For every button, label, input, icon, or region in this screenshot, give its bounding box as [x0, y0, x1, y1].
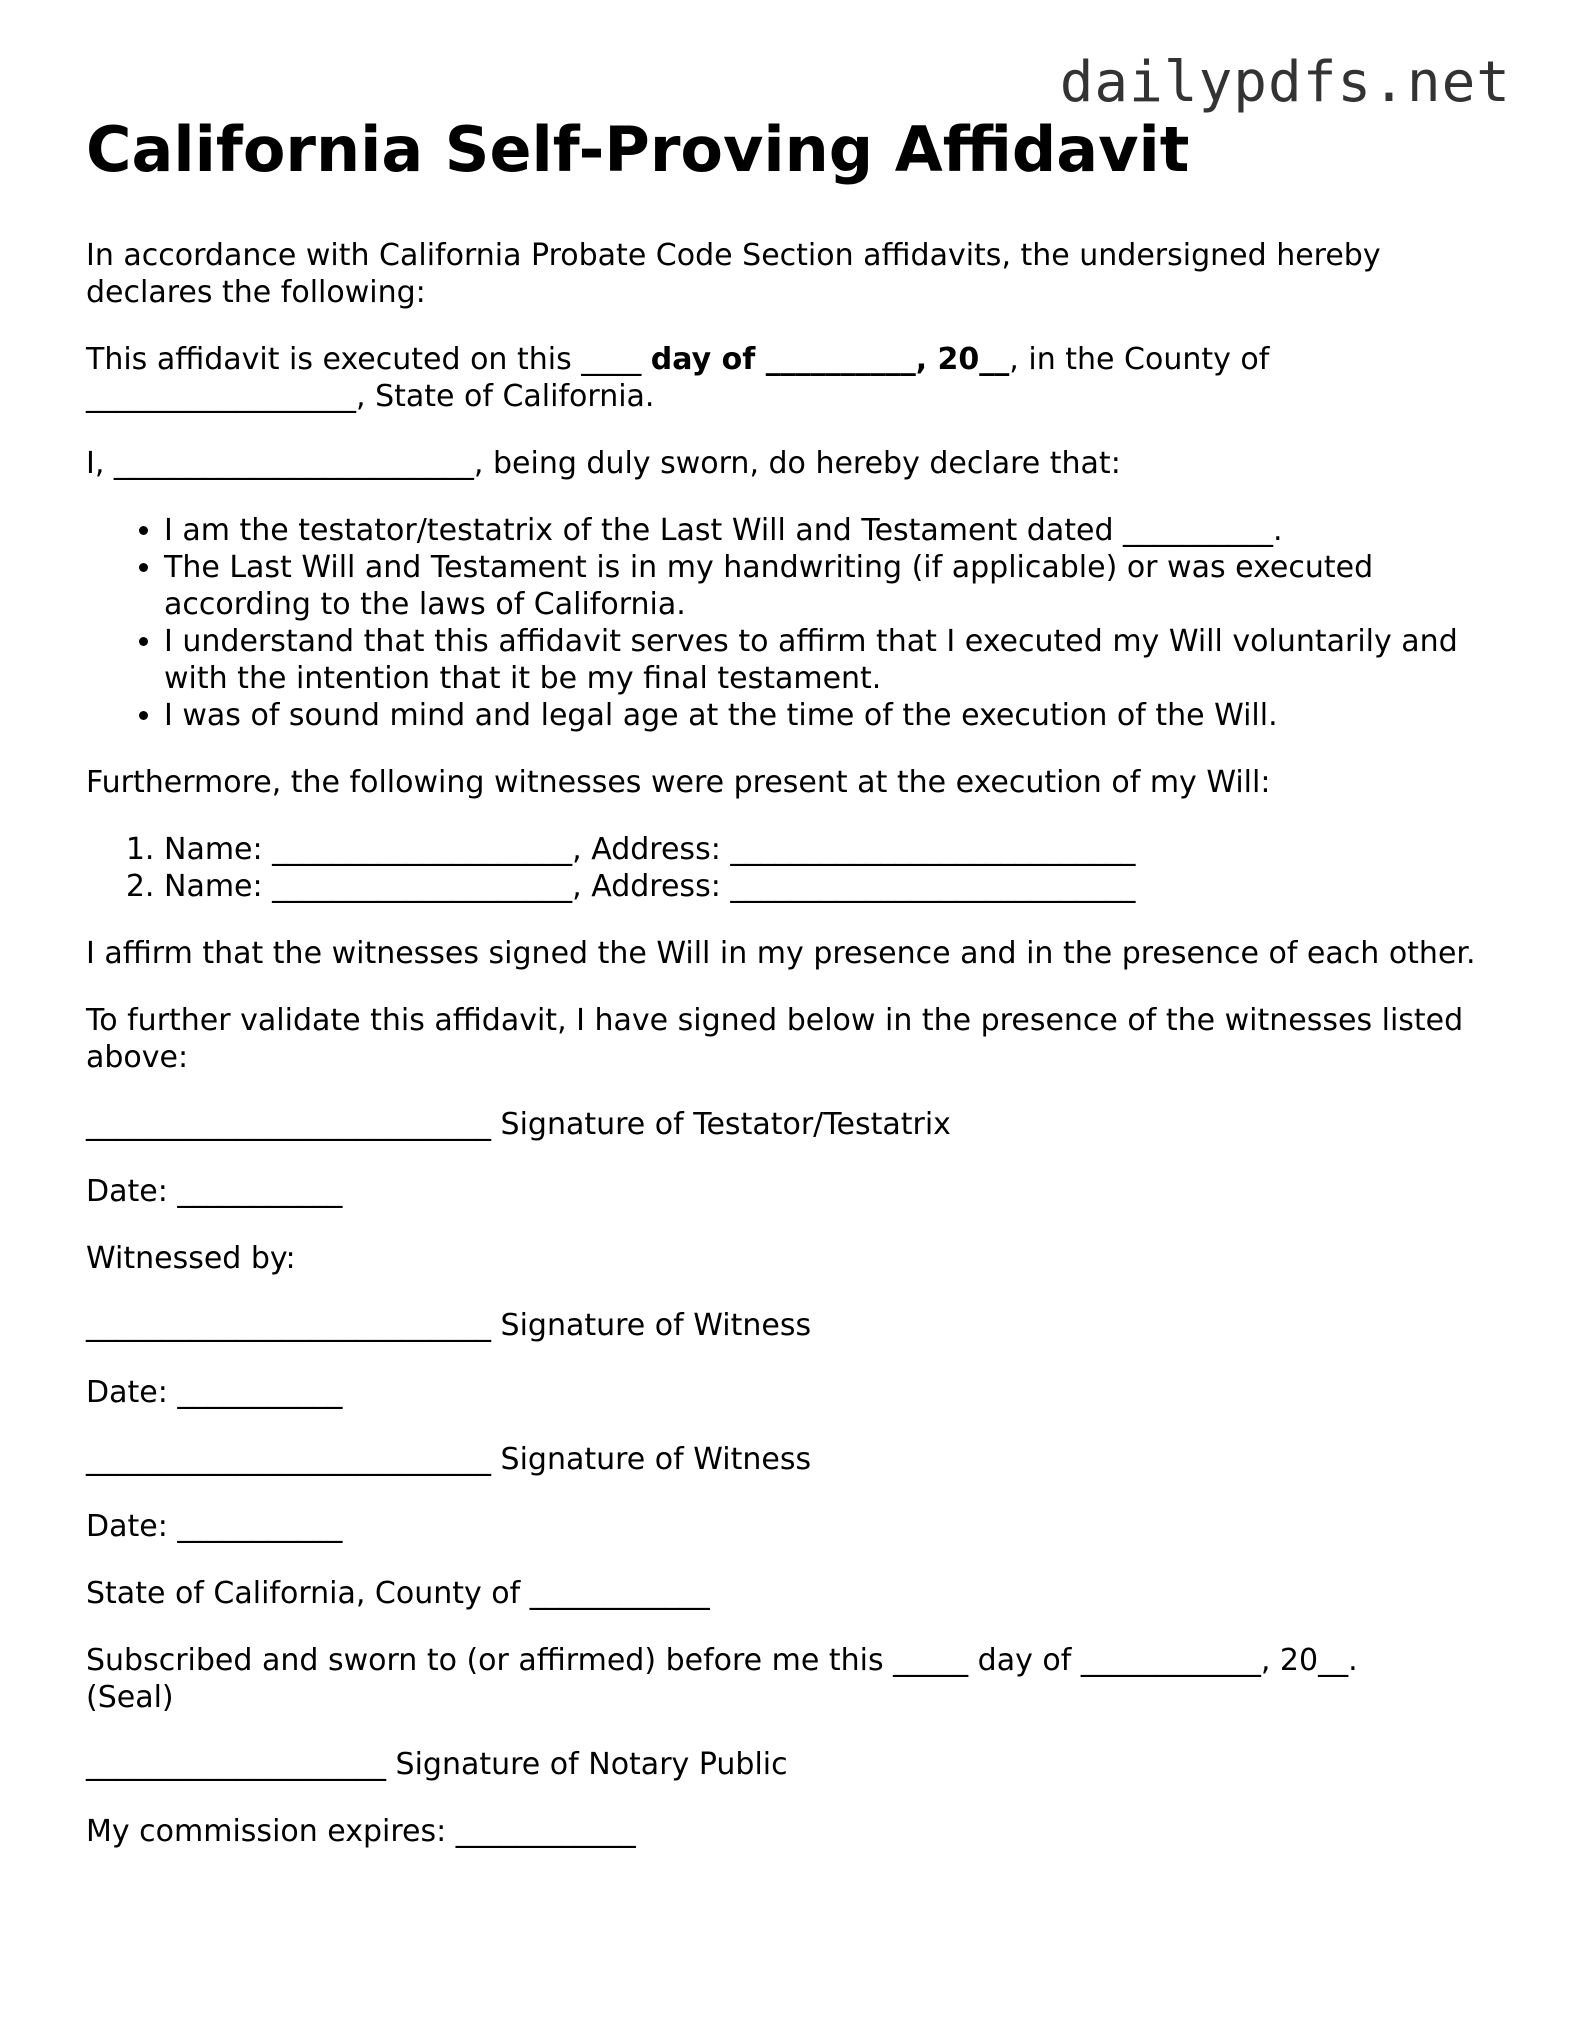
- date-line: Date: ___________: [86, 1509, 343, 1544]
- declaration-list: [86, 512, 1506, 734]
- subscribed-line: Subscribed and sworn to (or affirmed) before me this _____ day of ____________, 20__.: [86, 1643, 1358, 1678]
- list-item: • I was of sound mind and legal age at the time of the execution of the Will.: [164, 697, 1506, 734]
- execution-paragraph: [86, 341, 1506, 415]
- page-title: California Self-Proving Affidavit: [86, 113, 1190, 186]
- list-item: • The Last Will and Testament is in my handwriting (if applicable) or was executed according to the laws of California.: [164, 549, 1506, 623]
- watermark: dailypdfs.net: [1059, 50, 1511, 115]
- affirm-paragraph: I affirm that the witnesses signed the Will in my presence and in the presence of each other.: [86, 936, 1476, 971]
- execution-suffix: , in the County of __________________, State of California.: [86, 342, 1270, 414]
- witness-list: [86, 831, 1506, 905]
- execution-prefix: This affidavit is executed on this ____: [86, 342, 651, 377]
- witness-signature-line: ___________________________ Signature of Witness: [86, 1308, 812, 1343]
- list-item: • I am the testator/testatrix of the Last Will and Testament dated __________.: [164, 512, 1506, 549]
- intro-paragraph: In accordance with California Probate Code Section affidavits, the undersigned hereby declares the following:: [86, 238, 1381, 310]
- witness-intro: Furthermore, the following witnesses were present at the execution of my Will:: [86, 765, 1271, 800]
- date-line: Date: ___________: [86, 1375, 343, 1410]
- state-county-line: State of California, County of ____________: [86, 1576, 710, 1611]
- seal-label: (Seal): [86, 1680, 174, 1715]
- notary-signature-line: ____________________ Signature of Notary Public: [86, 1747, 788, 1782]
- commission-line: My commission expires: ____________: [86, 1814, 636, 1849]
- document-body: [86, 110, 1506, 1850]
- execution-date: day of __________, 20__: [650, 342, 1010, 377]
- list-item: 1. Name: ____________________, Address: ___________________________: [164, 831, 1506, 868]
- declarant-paragraph: I, ________________________, being duly sworn, do hereby declare that:: [86, 446, 1121, 481]
- testator-signature-line: ___________________________ Signature of Testator/Testatrix: [86, 1107, 951, 1142]
- list-item: 2. Name: ____________________, Address: ___________________________: [164, 868, 1506, 905]
- validate-paragraph: To further validate this affidavit, I have signed below in the presence of the witnesses listed above:: [86, 1003, 1464, 1075]
- witness-signature-line: ___________________________ Signature of Witness: [86, 1442, 812, 1477]
- date-line: Date: ___________: [86, 1174, 343, 1209]
- witnessed-by-label: Witnessed by:: [86, 1241, 296, 1276]
- list-item: • I understand that this affidavit serves to affirm that I executed my Will voluntarily and with the intention that it be my final testament.: [164, 623, 1506, 697]
